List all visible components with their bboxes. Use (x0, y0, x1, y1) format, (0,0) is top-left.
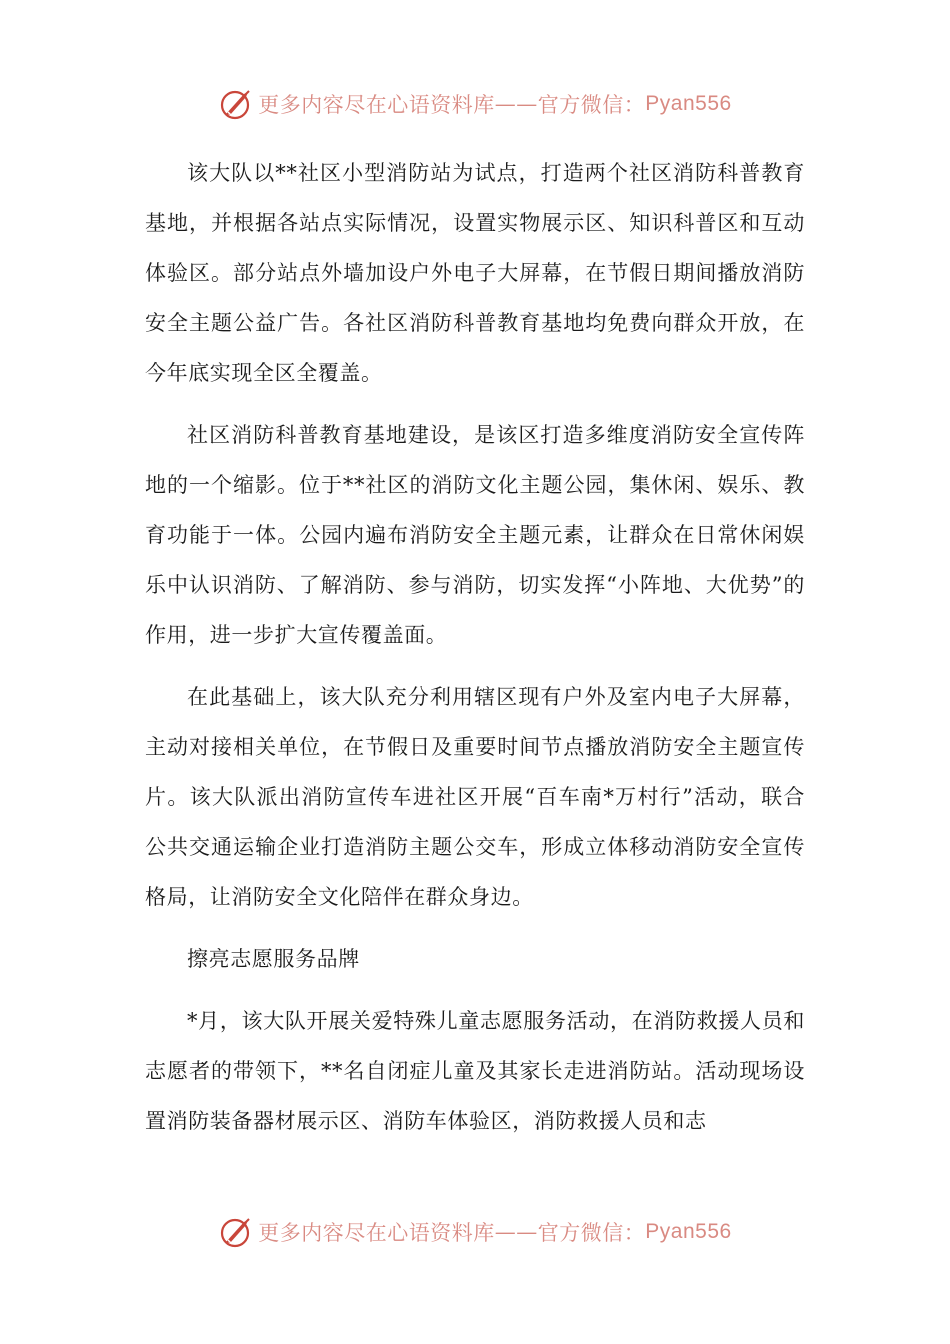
quill-pen-icon (218, 1214, 254, 1250)
banner-dash: —— (494, 1220, 538, 1244)
banner-wechat-id: Pyan556 (645, 1220, 732, 1243)
paragraph-4: *月，该大队开展关爱特殊儿童志愿服务活动，在消防救援人员和志愿者的带领下，**名自闭症儿童及其家长走进消防站。活动现场设置消防装备器材展示区、消防车体验区，消防救援人员和志 (145, 1009, 805, 1133)
banner-sub-text: 官方微信： (537, 93, 646, 117)
header-watermark-banner (0, 84, 950, 124)
quill-pen-icon (218, 86, 254, 122)
banner-dash: —— (494, 92, 538, 116)
document-body (145, 148, 805, 1158)
paragraph-1: 该大队以**社区小型消防站为试点，打造两个社区消防科普教育基地，并根据各站点实际情况，设置实物展示区、知识科普区和互动体验区。部分站点外墙加设户外电子大屏幕，在节假日期间播放消防安全主题公益广告。各社区消防科普教育基地均免费向群众开放，在今年底实现全区全覆盖。 (145, 161, 805, 385)
paragraph-3: 在此基础上，该大队充分利用辖区现有户外及室内电子大屏幕，主动对接相关单位，在节假日及重要时间节点播放消防安全主题宣传片。该大队派出消防宣传车进社区开展“百车南*万村行”活动，联合公共交通运输企业打造消防主题公交车，形成立体移动消防安全宣传格局，让消防安全文化陪伴在群众身边。 (145, 685, 805, 909)
paragraph-2: 社区消防科普教育基地建设，是该区打造多维度消防安全宣传阵地的一个缩影。位于**社区的消防文化主题公园，集休闲、娱乐、教育功能于一体。公园内遍布消防安全主题元素，让群众在日常休闲娱乐中认识消防、了解消防、参与消防，切实发挥“小阵地、大优势”的作用，进一步扩大宣传覆盖面。 (145, 423, 805, 647)
section-heading: 擦亮志愿服务品牌 (187, 947, 360, 971)
banner-wechat-id: Pyan556 (645, 92, 732, 115)
footer-watermark-banner (0, 1212, 950, 1252)
banner-sub-text: 官方微信： (537, 1221, 646, 1245)
banner-main-text: 更多内容尽在心语资料库 (258, 1221, 495, 1245)
banner-main-text: 更多内容尽在心语资料库 (258, 93, 495, 117)
